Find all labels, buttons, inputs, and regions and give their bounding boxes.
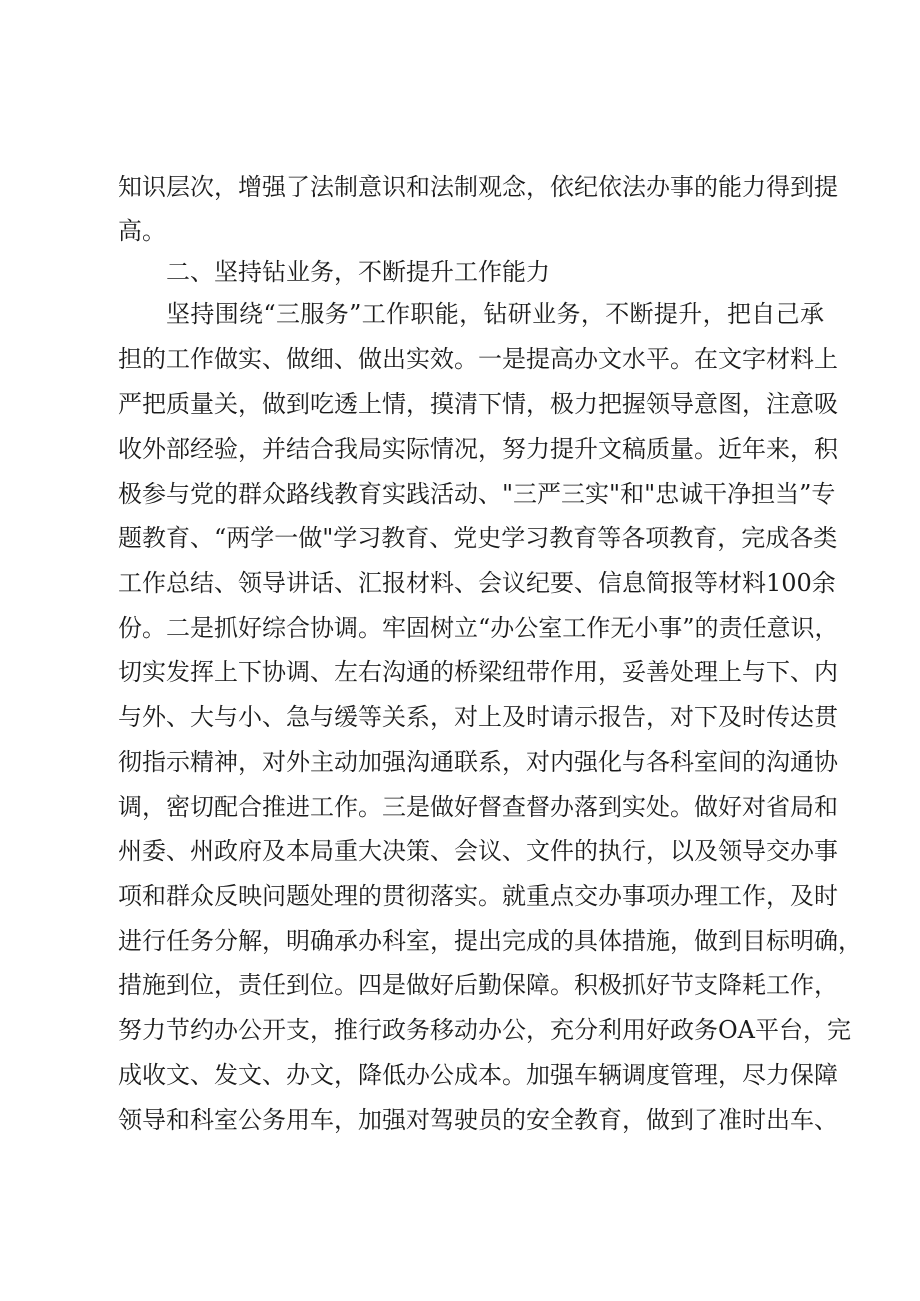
body-line: 工作总结、领导讲话、汇报材料、会议纪要、信息简报等材料100余 bbox=[118, 569, 836, 597]
section-heading: 二、坚持钻业务，不断提升工作能力 bbox=[166, 258, 550, 286]
body-line: 措施到位，责任到位。四是做好后勤保障。积极抓好节支降耗工作， bbox=[118, 971, 838, 999]
intro-line-1: 知识层次，增强了法制意识和法制观念，依纪依法办事的能力得到提 bbox=[118, 173, 838, 201]
body-line: 严把质量关，做到吃透上情，摸清下情，极力把握领导意图，注意吸 bbox=[118, 390, 838, 418]
body-line: 切实发挥上下协调、左右沟通的桥梁纽带作用，妥善处理上与下、内 bbox=[118, 658, 838, 686]
body-line: 彻指示精神，对外主动加强沟通联系，对内强化与各科室间的沟通协 bbox=[118, 748, 838, 776]
body-line: 份。二是抓好综合协调。牢固树立“办公室工作无小事”的责任意识， bbox=[118, 614, 839, 642]
body-line: 题教育、“两学一做"学习教育、党史学习教育等各项教育，完成各类 bbox=[118, 524, 838, 552]
intro-line-2: 高。 bbox=[118, 217, 166, 245]
body-line: 成收文、发文、办文，降低办公成本。加强车辆调度管理，尽力保障 bbox=[118, 1061, 838, 1089]
body-line: 担的工作做实、做细、做出实效。一是提高办文水平。在文字材料上 bbox=[118, 345, 838, 373]
body-line: 项和群众反映问题处理的贯彻落实。就重点交办事项办理工作，及时 bbox=[118, 882, 838, 910]
body-line: 州委、州政府及本局重大决策、会议、文件的执行，以及领导交办事 bbox=[118, 837, 838, 865]
body-line: 收外部经验，并结合我局实际情况，努力提升文稿质量。近年来，积 bbox=[118, 435, 838, 463]
body-line: 进行任务分解，明确承办科室，提出完成的具体措施，做到目标明确， bbox=[118, 927, 862, 955]
body-line: 极参与党的群众路线教育实践活动、"三严三实"和"忠诚干净担当”专 bbox=[118, 480, 836, 508]
body-line: 努力节约办公开支，推行政务移动办公，充分利用好政务OA平台，完 bbox=[118, 1016, 852, 1044]
body-line: 与外、大与小、急与缓等关系，对上及时请示报告，对下及时传达贯 bbox=[118, 703, 838, 731]
body-line: 领导和科室公务用车，加强对驾驶员的安全教育，做到了准时出车、 bbox=[118, 1106, 838, 1134]
body-line: 调，密切配合推进工作。三是做好督查督办落到实处。做好对省局和 bbox=[118, 793, 838, 821]
body-line: 坚持围绕“三服务”工作职能，钻研业务，不断提升，把自己承 bbox=[166, 300, 824, 328]
